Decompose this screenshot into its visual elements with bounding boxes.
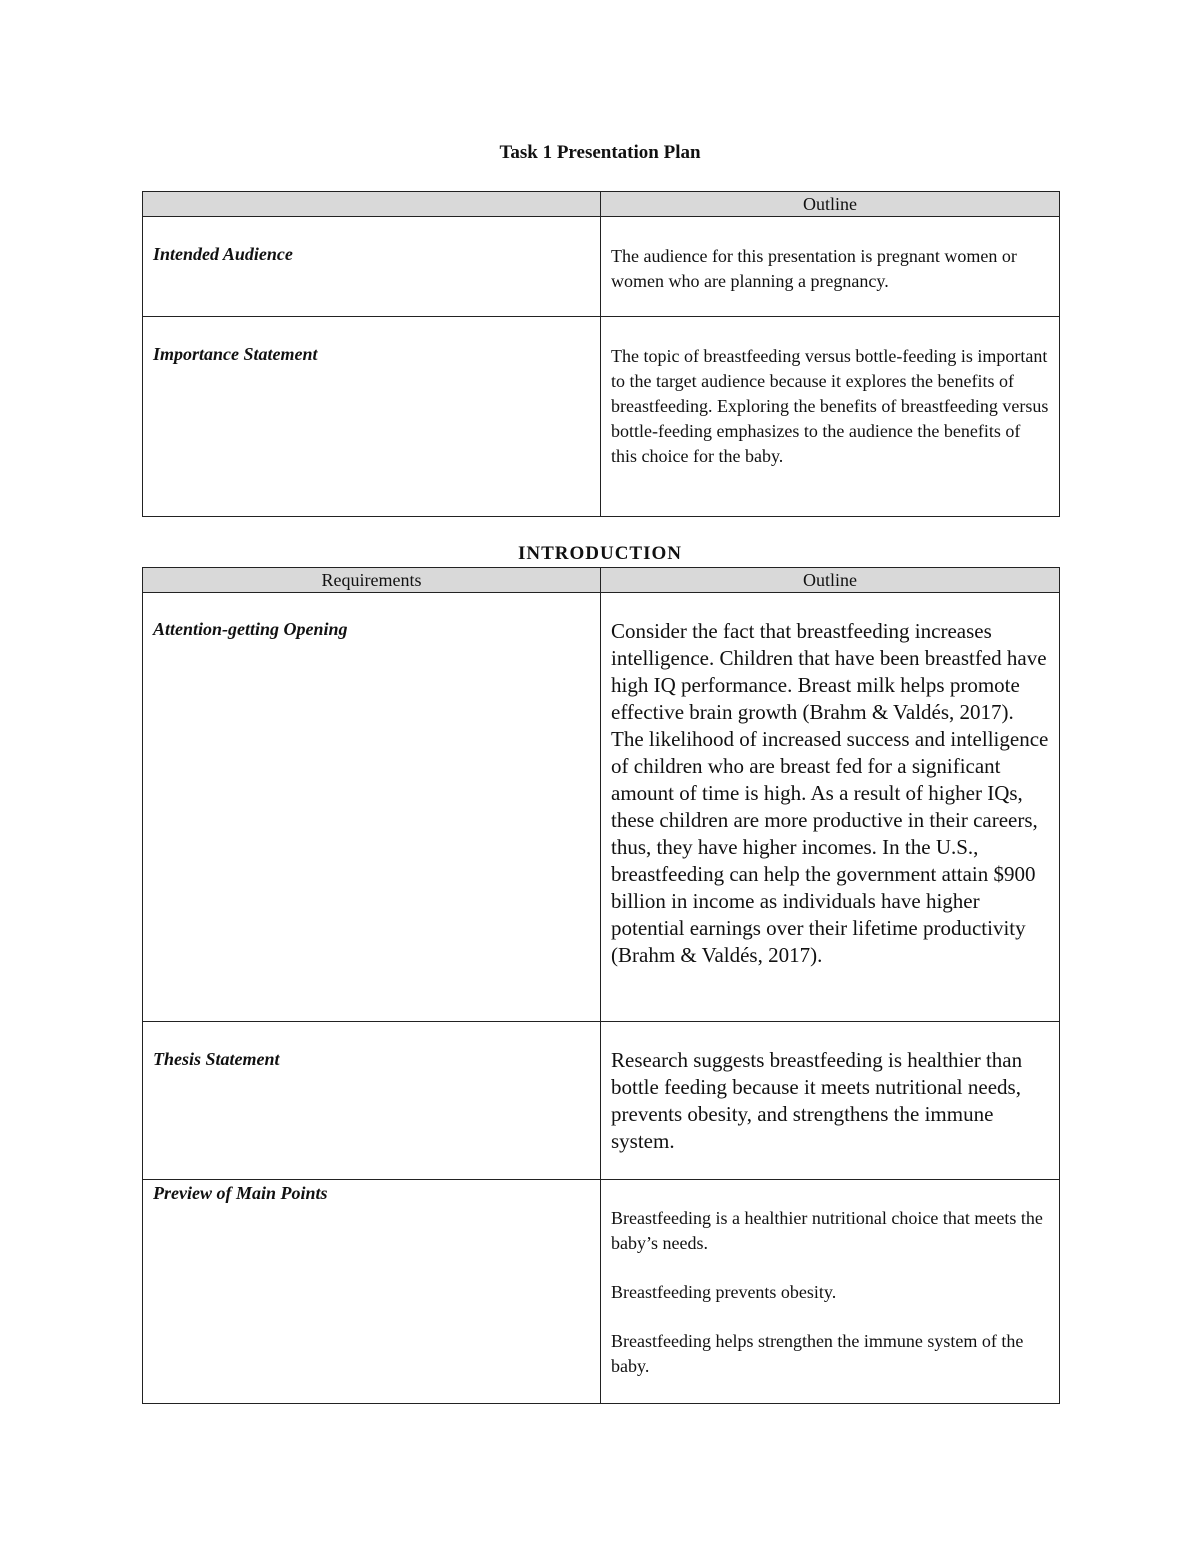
attention-opening-text: Consider the fact that breastfeeding increases intelligence. Children that have been breastfed have high IQ performance. Breast milk helps promote effective brain growth (Brahm & Valdés, 2017). The likelihood of increased success and intelligence of children who are breast fed for a significant amount of time is high. As a result of higher IQs, these children are more productive in their careers, thus, they have higher incomes. In the U.S., breastfeeding can help the government attain $900 billion in income as individuals have higher potential earnings over their lifetime productivity (Brahm & Valdés, 2017). [611,619,1049,967]
preview-main-points-label: Preview of Main Points [153,1183,328,1203]
main-point-item: Breastfeeding helps strengthen the immune system of the baby. [611,1331,1024,1376]
row-label-cell [143,317,601,517]
table-row [143,593,1060,1022]
attention-opening-label: Attention-getting Opening [153,619,348,639]
presentation-plan-table [142,191,1060,517]
introduction-heading: INTRODUCTION [517,543,683,564]
main-points-list [601,1180,1059,1379]
intended-audience-text: The audience for this presentation is pregnant women or women who are planning a pregnancy. [611,246,1017,291]
introduction-table [142,567,1060,1404]
row-outline-cell [601,317,1060,517]
document-title: Task 1 Presentation Plan [499,142,701,163]
plan-header-outline: Outline [601,192,1060,217]
table-row [143,317,1060,517]
plan-header-left [143,192,601,217]
table-row [143,217,1060,317]
plan-table-header-row [143,192,1060,217]
main-point-item: Breastfeeding prevents obesity. [611,1282,837,1302]
table-row [143,1180,1060,1404]
importance-statement-text: The topic of breastfeeding versus bottle-feeding is important to the target audience because it explores the benefits of breastfeeding. Exploring the benefits of breastfeeding versus bottle-feeding emphasizes to the audience the benefits of this choice for the baby. [611,346,1049,466]
row-outline-cell [601,1180,1060,1404]
row-outline-cell [601,593,1060,1022]
importance-statement-label: Importance Statement [153,344,318,364]
row-label-cell [143,593,601,1022]
row-outline-cell [601,217,1060,317]
requirements-header: Requirements [143,568,601,593]
row-label-cell [143,217,601,317]
row-outline-cell [601,1022,1060,1180]
outline-header: Outline [601,568,1060,593]
intended-audience-label: Intended Audience [153,244,293,264]
table-row [143,1022,1060,1180]
row-label-cell [143,1180,601,1404]
thesis-statement-label: Thesis Statement [153,1049,280,1069]
introduction-header-row [143,568,1060,593]
main-point-item: Breastfeeding is a healthier nutritional choice that meets the baby’s needs. [611,1208,1043,1253]
thesis-statement-text: Research suggests breastfeeding is healthier than bottle feeding because it meets nutritional needs, prevents obesity, and strengthens the immune system. [611,1048,1023,1153]
row-label-cell [143,1022,601,1180]
